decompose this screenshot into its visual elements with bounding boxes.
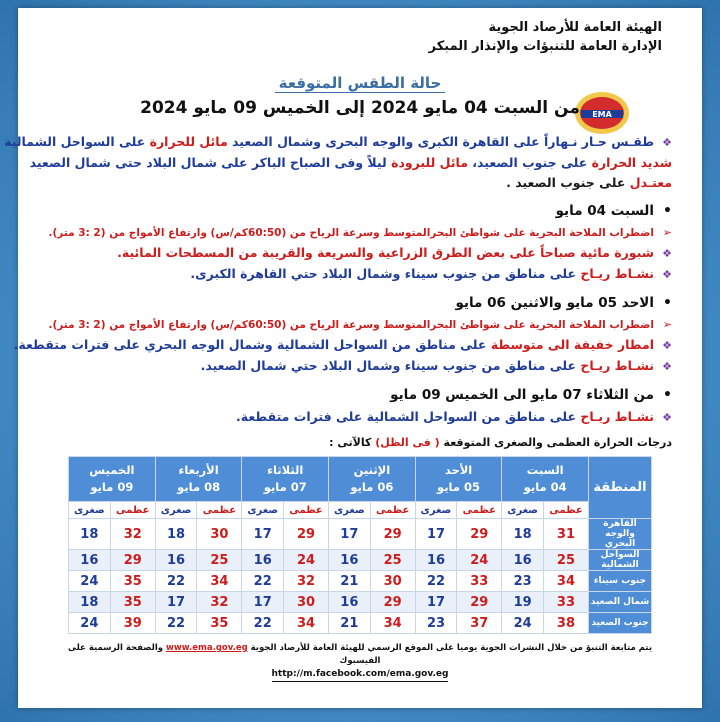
footer-line: يتم متابعة التنبؤ من خلال النشرات الجوية يوميا على الموقع الرسمي للهيئة العامة للأرصاد الجوية www.ema.gov.eg والصفحة الرسمية على الفيسبوك	[67, 643, 653, 666]
max-label: عظمى	[543, 502, 588, 519]
min-temp: 17	[242, 592, 284, 613]
arrow-bullet-icon: ➢	[662, 226, 672, 239]
max-temp: 34	[197, 571, 242, 592]
min-temp: 24	[69, 613, 111, 634]
max-temp: 24	[457, 550, 502, 571]
day-header	[415, 457, 502, 502]
org-department: الإدارة العامة للتنبؤات والإنذار المبكر	[428, 39, 662, 54]
summary-line-3: معتـدل على جنوب الصعيد .	[506, 175, 672, 190]
tuesday-thursday-item-wind: ❖نشـاط ريـاح على مناطق من السواحل الشمالية على فترات متقطعة.	[48, 407, 672, 428]
max-temp: 39	[110, 613, 155, 634]
min-temp: 18	[155, 519, 197, 550]
min-label: صغرى	[155, 502, 197, 519]
region-name: شمال الصعيد	[589, 592, 652, 613]
day-header	[155, 457, 242, 502]
min-temp: 16	[329, 592, 371, 613]
min-temp: 16	[69, 550, 111, 571]
sunday-monday-item-marine: ➢اضطراب الملاحة البحرية على شواطئ البحرالمتوسط وسرعة الرياح من (60:50كم/س) وارتفاع الأمواج من (2 :3 متر).	[48, 315, 672, 335]
min-label: صغرى	[502, 502, 544, 519]
max-temp: 30	[370, 571, 415, 592]
region-name: السواحل الشمالية	[589, 550, 652, 571]
min-temp: 16	[329, 550, 371, 571]
svg-text:EMA: EMA	[592, 110, 612, 119]
region-name: القاهرة والوجه البحري	[589, 519, 652, 550]
min-temp: 24	[69, 571, 111, 592]
max-temp: 29	[283, 519, 328, 550]
min-temp: 17	[155, 592, 197, 613]
saturday-item-marine: ➢اضطراب الملاحة البحرية على شواطئ البحرالمتوسط وسرعة الرياح من (60:50كم/س) وارتفاع الأمواج من (2 :3 متر).	[48, 223, 672, 243]
table-row	[69, 519, 652, 550]
min-temp: 22	[242, 613, 284, 634]
min-label: صغرى	[415, 502, 457, 519]
saturday-item-fog: ❖شبورة مائية صباحاً على بعض الطرق الزراعية والسريعة والقريبة من المسطحات المائية.	[48, 243, 672, 264]
max-temp: 32	[110, 519, 155, 550]
temperature-caption: درجات الحرارة العظمى والصغرى المتوقعة ( فى الظل) كالآتى :	[329, 436, 672, 449]
max-temp: 32	[283, 571, 328, 592]
min-temp: 16	[155, 550, 197, 571]
organization-header	[429, 18, 662, 56]
min-temp: 17	[415, 592, 457, 613]
day-date: 04 مايو	[523, 480, 567, 494]
max-temp: 35	[110, 571, 155, 592]
max-temp: 30	[283, 592, 328, 613]
max-label: عظمى	[370, 502, 415, 519]
min-temp: 16	[502, 550, 544, 571]
forecast-content	[4, 132, 672, 428]
max-temp: 35	[197, 613, 242, 634]
min-temp: 21	[329, 613, 371, 634]
min-label: صغرى	[69, 502, 111, 519]
min-temp: 22	[155, 613, 197, 634]
org-name: الهيئة العامة للأرصاد الجوية	[488, 20, 662, 35]
max-temp: 29	[457, 592, 502, 613]
day-date: 05 مايو	[437, 480, 481, 494]
min-temp: 22	[242, 571, 284, 592]
max-label: عظمى	[457, 502, 502, 519]
max-temp: 25	[370, 550, 415, 571]
max-temp: 37	[457, 613, 502, 634]
max-temp: 24	[283, 550, 328, 571]
diamond-bullet-icon: ❖	[662, 268, 672, 281]
min-temp: 23	[415, 613, 457, 634]
max-temp: 33	[457, 571, 502, 592]
day-name: السبت	[526, 463, 564, 477]
min-temp: 21	[329, 571, 371, 592]
diamond-bullet-icon: ❖	[662, 247, 672, 260]
max-temp: 29	[110, 550, 155, 571]
min-label: صغرى	[329, 502, 371, 519]
max-temp: 38	[543, 613, 588, 634]
region-name: جنوب سيناء	[589, 571, 652, 592]
max-temp: 34	[370, 613, 415, 634]
day-header	[329, 457, 416, 502]
max-temp: 29	[370, 592, 415, 613]
day-header	[502, 457, 589, 502]
min-temp: 18	[69, 519, 111, 550]
saturday-item-wind: ❖نشـاط ريـاح على مناطق من جنوب سيناء وشمال البلاد حتي القاهرة الكبرى.	[48, 264, 672, 285]
dot-bullet-icon: •	[663, 387, 672, 403]
saturday-heading: •السبت 04 مايو	[48, 199, 672, 223]
day-date: 09 مايو	[90, 480, 134, 494]
max-temp: 25	[197, 550, 242, 571]
min-temp: 17	[329, 519, 371, 550]
footer	[48, 642, 672, 682]
max-temp: 33	[543, 592, 588, 613]
min-temp: 19	[502, 592, 544, 613]
forecast-period: من السبت 04 مايو 2024 إلى الخميس 09 مايو 2024	[140, 98, 580, 118]
dot-bullet-icon: •	[663, 295, 672, 311]
region-header: المنطقة	[589, 457, 652, 519]
max-temp: 32	[197, 592, 242, 613]
min-temp: 17	[415, 519, 457, 550]
tuesday-thursday-heading: •من الثلاثاء 07 مايو الى الخميس 09 مايو	[48, 383, 672, 407]
max-temp: 30	[197, 519, 242, 550]
max-label: عظمى	[110, 502, 155, 519]
max-temp: 34	[543, 571, 588, 592]
min-temp: 16	[415, 550, 457, 571]
dot-bullet-icon: •	[663, 203, 672, 219]
sunday-monday-heading: •الاحد 05 مايو والاثنين 06 مايو	[48, 291, 672, 315]
diamond-bullet-icon: ❖	[662, 360, 672, 373]
day-date: 08 مايو	[177, 480, 221, 494]
table-row	[69, 571, 652, 592]
diamond-bullet-icon: ❖	[662, 136, 672, 149]
min-temp: 22	[415, 571, 457, 592]
diamond-bullet-icon: ❖	[662, 411, 672, 424]
summary-line-2: شديد الحرارة على جنوب الصعيد، مائل للبرودة ليلاً وفى الصباح الباكر على شمال البلاد حتى شمال الصعيد	[29, 155, 672, 170]
facebook-link[interactable]: http://m.facebook.com/ema.gov.eg	[272, 668, 449, 682]
min-temp: 18	[502, 519, 544, 550]
summary-line-1: ❖طقـس حـار نـهاراً على القاهرة الكبرى والوجه البحرى وشمال الصعيد مائل للحرارة على السواحل الشمالية	[48, 132, 672, 153]
temperature-table	[68, 456, 652, 634]
region-name: جنوب الصعيد	[589, 613, 652, 634]
max-temp: 29	[457, 519, 502, 550]
min-temp: 23	[502, 571, 544, 592]
min-temp: 24	[502, 613, 544, 634]
day-name: الثلاثاء	[267, 463, 304, 477]
forecast-title: حالة الطقس المتوقعة	[18, 74, 702, 92]
day-name: الأحد	[444, 463, 473, 477]
table-header-row	[69, 457, 652, 502]
min-temp: 22	[155, 571, 197, 592]
arrow-bullet-icon: ➢	[662, 318, 672, 331]
min-temp: 17	[242, 519, 284, 550]
max-temp: 25	[543, 550, 588, 571]
max-temp: 34	[283, 613, 328, 634]
day-date: 06 مايو	[350, 480, 394, 494]
diamond-bullet-icon: ❖	[662, 339, 672, 352]
max-label: عظمى	[283, 502, 328, 519]
day-name: الأربعاء	[178, 463, 219, 477]
forecast-sheet	[4, 8, 702, 708]
max-label: عظمى	[197, 502, 242, 519]
sunday-monday-item-rain: ❖امطار خفيفة الى متوسطة على مناطق من السواحل الشمالية وشمال الوجه البحري على فترات متقطعة.	[48, 335, 672, 356]
min-temp: 18	[69, 592, 111, 613]
day-header	[242, 457, 329, 502]
day-name: الإثنين	[353, 463, 391, 477]
day-date: 07 مايو	[263, 480, 307, 494]
website-link[interactable]: www.ema.gov.eg	[165, 643, 248, 653]
max-temp: 35	[110, 592, 155, 613]
max-temp: 29	[370, 519, 415, 550]
day-header	[69, 457, 156, 502]
min-label: صغرى	[242, 502, 284, 519]
table-row	[69, 592, 652, 613]
max-temp: 31	[543, 519, 588, 550]
table-subheader-row	[69, 502, 652, 519]
day-name: الخميس	[89, 463, 135, 477]
sunday-monday-item-wind: ❖نشـاط ريـاح على مناطق من جنوب سيناء وشمال البلاد حتي شمال الصعيد.	[48, 356, 672, 377]
min-temp: 16	[242, 550, 284, 571]
table-row	[69, 550, 652, 571]
table-row	[69, 613, 652, 634]
